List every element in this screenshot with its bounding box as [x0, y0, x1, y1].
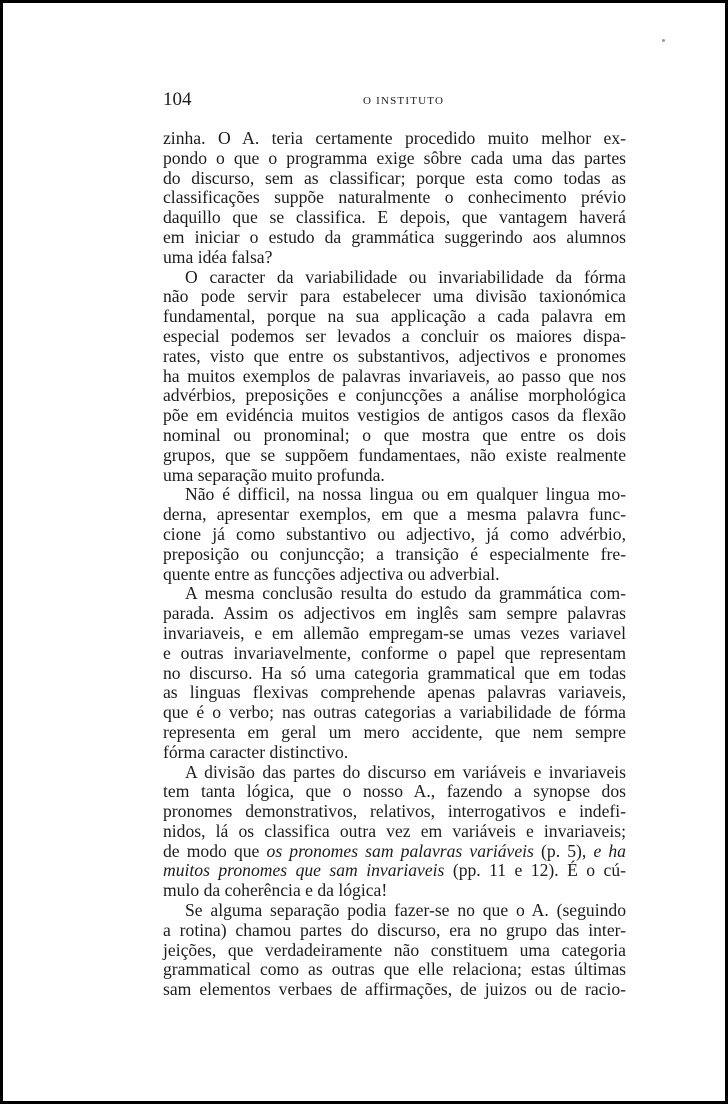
running-head: [163, 89, 625, 109]
text-line: daquillo que se classifica. E depois, que vantagem haverá: [163, 207, 626, 228]
text-line: O caracter da variabilidade ou invariabilidade da fórma: [185, 266, 626, 287]
text-line: derna, apresentar exemplos, em que a mesma palavra func-: [163, 504, 626, 525]
text-line: que é o verbo; nas outras categorias a variabilidade de fórma: [163, 702, 626, 723]
text-line: mulo da coherência e da lógica!: [163, 880, 388, 901]
text-line: as linguas flexivas comprehende apenas palavras variaveis,: [163, 682, 626, 703]
text-line: zinha. O A. teria certamente procedido muito melhor ex-: [163, 128, 626, 148]
quoted-phrase: os pronomes sam palavras variáveis: [266, 840, 534, 861]
text-line: especial podemos ser levados a concluir os maiores dispa-: [163, 325, 626, 346]
text-line: sam elementos verbaes de affirmações, de juizos ou de racio-: [163, 979, 626, 1000]
text-line: preposição ou conjuncção; a transição é especialmente fre-: [163, 543, 626, 564]
text-line: pondo o que o programma exige sôbre cada uma das partes: [163, 147, 626, 168]
text-line: parada. Assim os adjectivos em inglês sam sempre palavras: [163, 603, 626, 624]
paragraph-3: [163, 485, 626, 584]
text-line: pronomes demonstrativos, relativos, interrogativos e indefi-: [163, 801, 626, 822]
quoted-phrase: muitos pronomes que sam invariaveis: [163, 860, 445, 881]
text-line: nominal ou pronominal; o que mostra que entre os dois: [163, 424, 626, 445]
text-line: cione já como substantivo ou adjectivo, já como advérbio,: [163, 523, 626, 544]
text-line: advérbios, preposições e conjuncções a análise morphológica: [163, 385, 626, 406]
paper-speck: [662, 39, 665, 42]
paragraph-2: [163, 268, 626, 486]
text-line: fundamental, porque na sua applicação a cada palavra em: [163, 306, 626, 327]
body-text: [163, 129, 626, 1000]
journal-title: O INSTITUTO: [363, 95, 445, 107]
paragraph-6: [163, 901, 626, 1000]
text-fragment: de modo que: [163, 840, 267, 861]
text-line: uma separação muito profunda.: [163, 464, 385, 485]
text-line: e outras invariavelmente, conforme o papel que representam: [163, 642, 626, 663]
text-line: grupos, que se suppõem fundamentaes, não existe realmente: [163, 444, 626, 465]
text-line: a rotina) chamou partes do discurso, era no grupo das inter-: [163, 919, 626, 940]
text-line: invariaveis, e em allemão empregam-se umas vezes variavel: [163, 622, 626, 643]
text-line: do discurso, sem as classificar; porque esta como todas as: [163, 167, 626, 188]
text-line: ha muitos exemplos de palavras invariaveis, ao passo que nos: [163, 365, 626, 386]
text-line: uma idéa falsa?: [163, 246, 273, 267]
book-page: [3, 3, 725, 1101]
text-line: tem tanta lógica, que o nosso A., fazendo a synopse dos: [163, 781, 626, 802]
text-line: não pode servir para estabelecer uma divisão taxionómica: [163, 286, 626, 307]
paragraph-1: [163, 129, 626, 268]
text-line: A divisão das partes do discurso em variáveis e invariaveis: [185, 761, 626, 782]
text-line: grammatical como as outras que elle relaciona; estas últimas: [163, 959, 626, 980]
paragraph-5: [163, 763, 626, 902]
text-line: A mesma conclusão resulta do estudo da grammática com-: [185, 583, 626, 604]
paragraph-4: [163, 584, 626, 762]
text-line: fórma caracter distinctivo.: [163, 741, 349, 762]
text-line: quente entre as funcções adjectiva ou adverbial.: [163, 563, 500, 584]
text-line: representa em geral um mero accidente, que nem sempre: [163, 721, 626, 742]
text-line: classificações suppõe naturalmente o conhecimento prévio: [163, 187, 626, 208]
page-reference: (p. 5),: [533, 840, 594, 861]
text-line: [163, 861, 626, 881]
text-line: nidos, lá os classifica outra vez em variáveis e invariaveis;: [163, 820, 626, 841]
text-line: rates, visto que entre os substantivos, adjectivos e pronomes: [163, 345, 626, 366]
text-line: Não é difficil, na nossa lingua ou em qualquer lingua mo-: [185, 484, 626, 505]
page-reference: (pp. 11 e 12). É o cú-: [444, 860, 626, 881]
text-line: Se alguma separação podia fazer-se no que o A. (seguindo: [185, 900, 626, 921]
quoted-phrase: e ha: [593, 840, 626, 861]
text-line: em iniciar o estudo da grammática suggerindo aos alumnos: [163, 226, 626, 247]
page-number: 104: [163, 89, 192, 110]
text-line: [163, 842, 626, 862]
text-line: põe em evidéncia muitos vestigios de antigos casos da flexão: [163, 405, 626, 426]
text-line: jeições, que verdadeiramente não constituem uma categoria: [163, 939, 626, 960]
text-line: no discurso. Ha só uma categoria grammatical que em todas: [163, 662, 626, 683]
